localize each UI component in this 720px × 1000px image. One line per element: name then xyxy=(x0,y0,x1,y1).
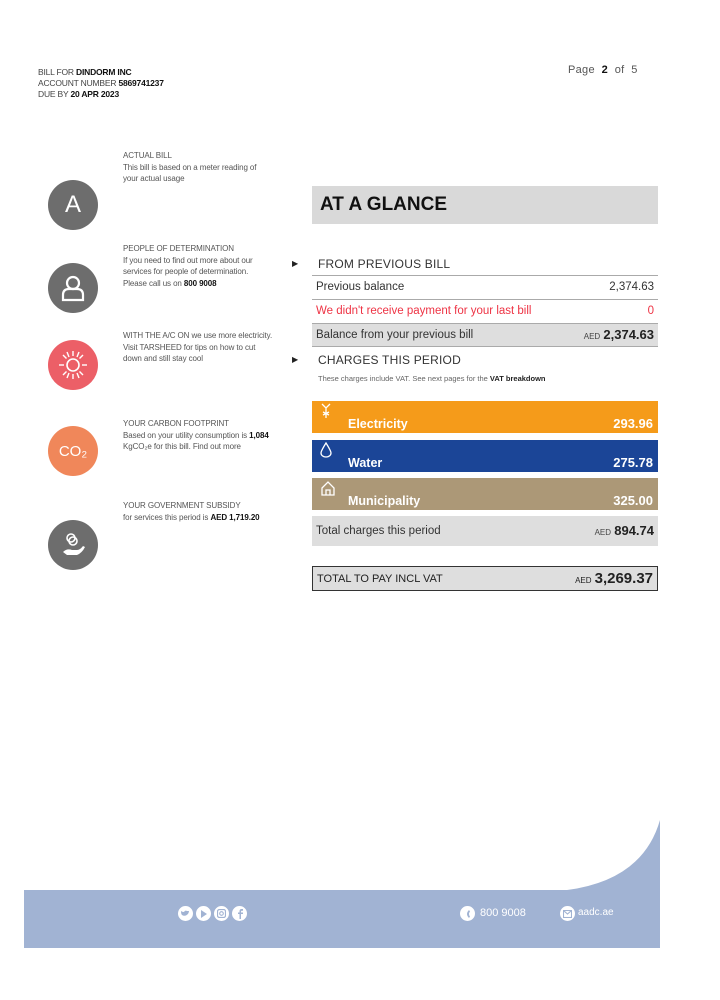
letter-a-icon: A xyxy=(48,180,98,230)
info-text: we use more electricity. Visit TARSHEED for tips on how to cut down and still stay cool xyxy=(123,331,273,363)
bullet-icon: ▶ xyxy=(292,355,299,364)
co2-icon: CO₂ xyxy=(48,426,98,476)
phone-icon xyxy=(460,906,475,921)
bill-for-label: BILL FOR xyxy=(38,67,74,77)
email-icon xyxy=(560,906,575,921)
charge-value: 293.96 xyxy=(613,416,653,431)
charge-value: 325.00 xyxy=(613,493,653,508)
row-label: Previous balance xyxy=(316,281,405,293)
page-label: Page xyxy=(568,64,595,76)
info-title: PEOPLE OF DETERMINATION xyxy=(123,244,234,253)
charge-label: Electricity xyxy=(348,417,408,431)
sun-icon xyxy=(48,340,98,390)
page-total: 5 xyxy=(631,64,638,76)
page-of: of xyxy=(614,64,625,76)
info-text: for services this period is xyxy=(123,512,209,522)
subsidy-value: AED 1,719.20 xyxy=(210,512,260,522)
charge-label: Municipality xyxy=(348,494,421,508)
instagram-icon[interactable] xyxy=(214,906,229,921)
charge-electricity xyxy=(312,401,658,433)
total-charges-row xyxy=(312,516,658,546)
currency: AED xyxy=(575,576,592,585)
total-label: TOTAL TO PAY INCL VAT xyxy=(317,572,443,585)
info-title: YOUR CARBON FOOTPRINT xyxy=(123,419,229,428)
page-current: 2 xyxy=(601,64,609,76)
info-text: Based on your utility consumption is xyxy=(123,430,248,440)
youtube-icon[interactable] xyxy=(196,906,211,921)
account-label: ACCOUNT NUMBER xyxy=(38,78,117,88)
info-title: YOUR GOVERNMENT SUBSIDY xyxy=(123,501,241,510)
water-drop-icon xyxy=(320,442,332,463)
row-value: 894.74 xyxy=(614,523,654,538)
currency: AED xyxy=(583,332,601,341)
row-label: We didn't receive payment for your last bill xyxy=(316,305,532,317)
carbon-value: 1,084 xyxy=(249,430,269,440)
missed-payment-row xyxy=(312,299,658,321)
footer-curve xyxy=(540,820,660,892)
currency: AED xyxy=(594,528,612,537)
from-previous-bill-heading: FROM PREVIOUS BILL xyxy=(318,257,451,271)
due-date: 20 APR 2023 xyxy=(70,89,119,99)
row-value: 2,374.63 xyxy=(609,281,654,293)
row-value: 0 xyxy=(647,305,654,317)
info-text: If you need to find out more about our services for people of determination. Please call us on xyxy=(123,255,253,288)
bill-for-value: DINDORM INC xyxy=(76,67,132,77)
charge-water xyxy=(312,440,658,472)
twitter-icon[interactable] xyxy=(178,906,193,921)
previous-balance-row xyxy=(312,275,658,297)
charges-this-period-heading: CHARGES THIS PERIOD xyxy=(318,353,461,367)
page-indicator xyxy=(568,64,638,76)
phone-number: 800 9008 xyxy=(183,278,217,288)
electricity-icon xyxy=(320,403,332,424)
row-value: 2,374.63 xyxy=(603,327,654,342)
info-title: ACTUAL BILL xyxy=(123,151,172,160)
facebook-icon[interactable] xyxy=(232,906,247,921)
charge-label: Water xyxy=(348,456,383,470)
bill-header xyxy=(38,67,164,100)
note-text: These charges include VAT. See next pages for the xyxy=(318,374,488,383)
total-value: 3,269.37 xyxy=(594,570,653,587)
balance-previous-row xyxy=(312,323,658,347)
account-number: 5869741237 xyxy=(118,78,164,88)
footer-website[interactable]: aadc.ae xyxy=(578,907,614,918)
at-a-glance-title: AT A GLANCE xyxy=(312,186,658,224)
total-to-pay xyxy=(312,566,658,591)
bullet-icon: ▶ xyxy=(292,259,299,268)
due-label: DUE BY xyxy=(38,89,69,99)
info-title: WITH THE A/C ON xyxy=(123,331,190,340)
charges-note xyxy=(318,374,545,383)
charge-value: 275.78 xyxy=(613,455,653,470)
coins-hand-icon xyxy=(48,520,98,570)
row-label: Balance from your previous bill xyxy=(316,329,474,341)
row-label: Total charges this period xyxy=(316,525,441,537)
footer-phone[interactable]: 800 9008 xyxy=(480,907,526,919)
info-text-2: KgCO₂e for this bill. Find out more xyxy=(123,442,241,451)
charge-municipality xyxy=(312,478,658,510)
house-icon xyxy=(320,480,336,501)
person-icon xyxy=(48,263,98,313)
vat-breakdown-link: VAT breakdown xyxy=(489,374,546,383)
info-text: This bill is based on a meter reading of your actual usage xyxy=(123,162,257,183)
